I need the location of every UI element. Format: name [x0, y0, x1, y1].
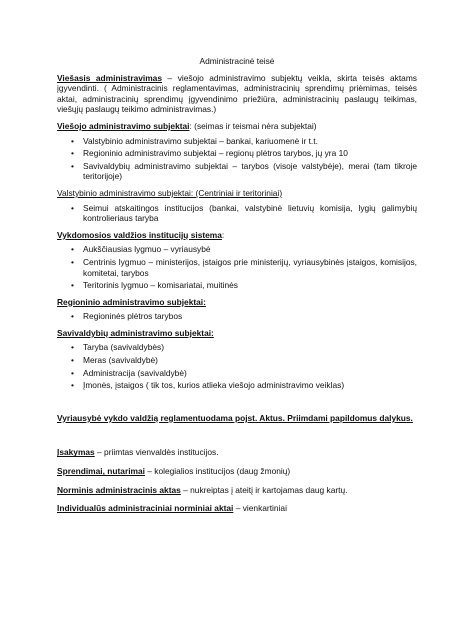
page-title: Administracinė teisė — [199, 56, 275, 66]
definition-line — [57, 485, 417, 496]
definition-term: Sprendimai, nutarimai — [57, 466, 145, 477]
list-item: • Teritorinis lygmuo – komisariatai, muitinės — [57, 280, 417, 291]
definition-text: – nukreiptas į ateitį ir kartojamas daug kartų. — [180, 484, 348, 495]
definition-text: – priimtas vienvaldės institucijos. — [94, 447, 219, 458]
list-item: • Administracija (savivaldybė) — [57, 368, 417, 379]
executive-heading-suffix: : — [221, 229, 225, 240]
list-item: • Aukščiausias lygmuo – vyriausybė — [57, 244, 417, 255]
definition-line — [57, 466, 417, 477]
intro-text: – viešojo administravimo subjektų veikla, skirta teisės aktams įgyvendinti. ( Administracinis reglamentavimas, administracinių sprendimų priėmimas, teisės aktai, administracinių sprendimų įgyvendinimo priežiūra, administracinių paslaugų teikimas, viešųjų paslaugų teikimo administravimas.) — [57, 72, 417, 115]
state-heading: Valstybinio administravimo subjektai: (Centriniai ir teritoriniai) — [57, 187, 283, 198]
regional-heading: Regioninio administravimo subjektai: — [57, 296, 206, 307]
spacer — [57, 431, 417, 447]
executive-heading-term: Vykdomosios valdžios institucijų sistema — [57, 229, 222, 240]
executive-heading — [57, 230, 417, 241]
regional-list — [57, 311, 417, 322]
intro-paragraph — [57, 73, 417, 115]
list-item: • Įmonės, įstaigos ( tik tos, kurios atlieka viešojo administravimo veiklas) — [57, 380, 417, 391]
subjects-heading-note: : (seimas ir teismai nėra subjektai) — [189, 120, 317, 131]
definition-term: Norminis administracinis aktas — [57, 484, 181, 495]
document-body — [57, 56, 417, 522]
list-item: • Seimui atskaitingos institucijos (bankai, valstybinė lietuvių komisija, lygių galimybių kontrolieriaus taryba — [57, 203, 417, 224]
list-item: • Valstybinio administravimo subjektai – bankai, kariuomenė ir t.t. — [57, 136, 417, 147]
state-list — [57, 203, 417, 224]
list-item: • Regioninės plėtros tarybos — [57, 311, 417, 322]
municipal-list — [57, 342, 417, 390]
subjects-list — [57, 136, 417, 182]
intro-term: Viešasis administravimas — [57, 72, 162, 83]
definition-line — [57, 447, 417, 458]
definition-term: Įsakymas — [57, 447, 95, 458]
definition-text: – kolegialios institucijos (daug žmonių) — [144, 466, 291, 477]
executive-list — [57, 244, 417, 290]
government-line: Vyriausybė vykdo valdžią reglamentuodama pojst. Aktus. Priimdami papildomus dalykus. — [57, 412, 413, 423]
list-item: • Centrinis lygmuo – ministerijos, įstaigos prie ministerijų, vyriausybinės įstaigos, komisijos, komitetai, tarybos — [57, 257, 417, 278]
definition-text: – vienkartiniai — [233, 503, 287, 514]
list-item: • Meras (savivaldybė) — [57, 355, 417, 366]
municipal-heading: Savivaldybių administravimo subjektai: — [57, 327, 214, 338]
list-item: • Taryba (savivaldybės) — [57, 342, 417, 353]
spacer — [57, 397, 417, 413]
subjects-heading-term: Viešojo administravimo subjektai — [57, 120, 190, 131]
definition-line — [57, 503, 417, 514]
list-item: • Regioninio administravimo subjektai – regionų plėtros tarybos, jų yra 10 — [57, 148, 417, 159]
subjects-heading — [57, 121, 417, 132]
list-item: • Savivaldybių administravimo subjektai – tarybos (visoje valstybėje), merai (tam tikroje teritorijoje) — [57, 161, 417, 182]
definition-term: Individualūs administraciniai norminiai aktai — [57, 503, 234, 514]
